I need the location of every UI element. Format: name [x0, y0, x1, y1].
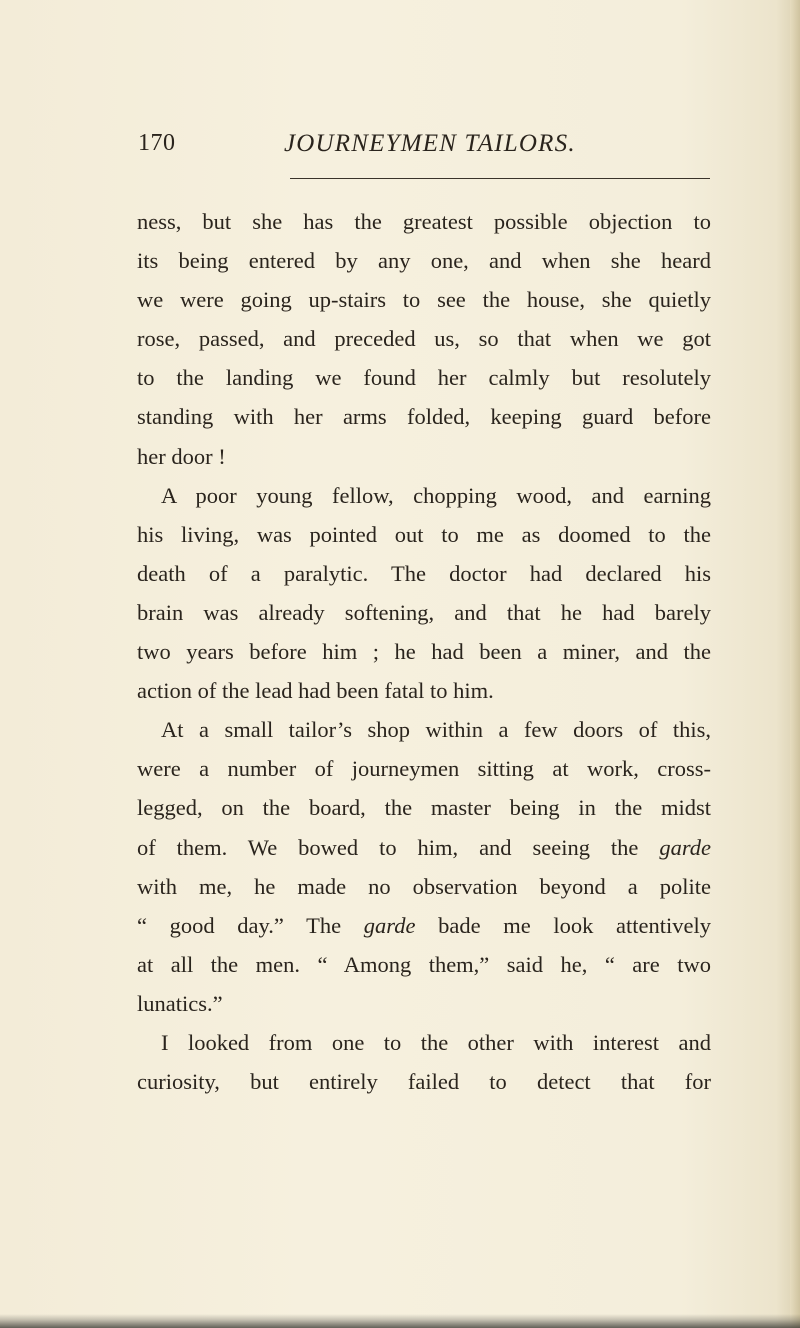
running-head — [138, 128, 698, 164]
page-edge-bottom — [0, 1314, 800, 1328]
text-line — [137, 906, 711, 945]
text-line: rose, passed, and preceded us, so that when we got — [137, 326, 711, 352]
text-line: we were going up-stairs to see the house, she quietly — [137, 287, 711, 313]
text-line: ness, but she has the greatest possible objection to — [137, 209, 711, 234]
text-line: to the landing we found her calmly but resolutely — [137, 365, 711, 391]
text-line: two years before him ; he had been a miner, and the — [137, 639, 711, 665]
paragraph-start-line: At a small tailor’s shop within a few doors of this, — [161, 717, 711, 743]
line-text: bade me look attentively — [415, 912, 711, 938]
page-edge-right — [790, 0, 800, 1328]
paragraph-end-line: action of the lead had been fatal to him. — [137, 678, 494, 704]
line-text: of them. We bowed to him, and seeing the — [137, 834, 660, 860]
paragraph-start-line: I looked from one to the other with interest and — [161, 1029, 711, 1055]
italic-word: garde — [363, 912, 416, 938]
text-line: his living, was pointed out to me as doomed to the — [137, 521, 711, 547]
text-line: curiosity, but entirely failed to detect that for — [137, 1069, 711, 1095]
text-line: standing with her arms folded, keeping guard before — [137, 404, 711, 430]
text-line: at all the men. “ Among them,” said he, “ are two — [137, 951, 711, 977]
paragraph-end-line: her door ! — [137, 443, 226, 469]
text-line: its being entered by any one, and when she heard — [137, 248, 711, 274]
text-line: death of a paralytic. The doctor had declared his — [137, 560, 711, 586]
text-line: were a number of journeymen sitting at work, cross- — [137, 756, 711, 782]
text-line: with me, he made no observation beyond a polite — [137, 873, 711, 899]
body-text — [137, 202, 711, 1101]
paragraph-start-line: A poor young fellow, chopping wood, and earning — [161, 482, 711, 508]
page-number: 170 — [138, 130, 176, 156]
running-title: JOURNEYMEN TAILORS. — [284, 130, 576, 157]
text-line: legged, on the board, the master being in the midst — [137, 795, 711, 821]
text-line: brain was already softening, and that he had barely — [137, 599, 711, 625]
text-line — [137, 828, 711, 867]
header-rule — [290, 178, 710, 179]
italic-word: garde — [659, 834, 711, 860]
line-text: “ good day.” The — [137, 912, 364, 938]
paragraph-end-line: lunatics.” — [137, 990, 223, 1016]
